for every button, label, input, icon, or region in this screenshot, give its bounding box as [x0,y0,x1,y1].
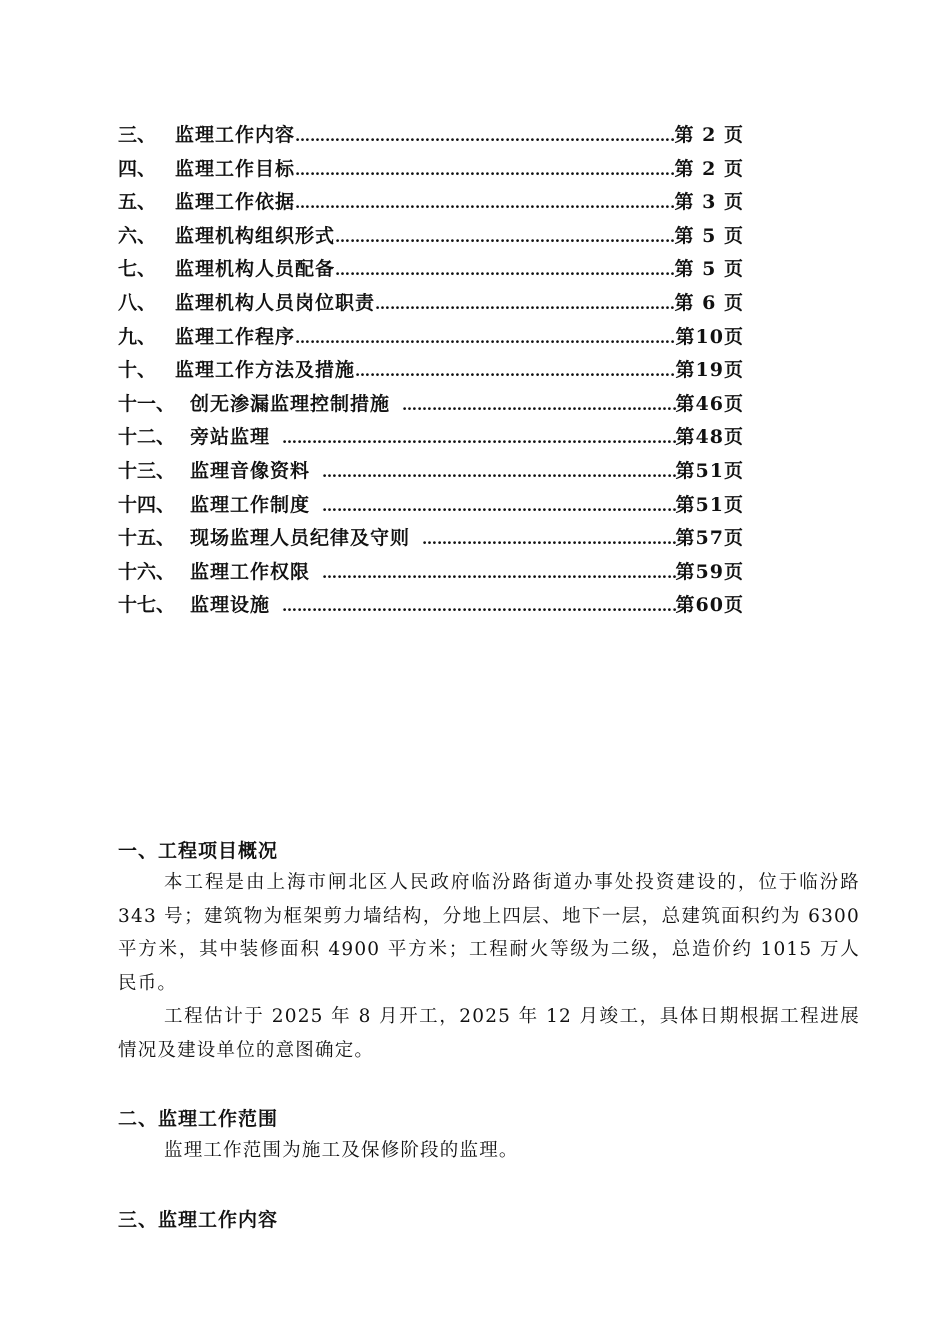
toc-row[interactable] [118,590,744,624]
toc-page-number: 第 5 页 [674,258,744,281]
toc-number: 三、 [118,124,157,146]
toc-row[interactable] [118,557,744,591]
toc-leader-dots [322,463,676,481]
section-heading-work-content: 三、监理工作内容 [118,1209,279,1231]
toc-title: 监理工作权限 [190,560,311,583]
toc-leader-dots [295,194,675,212]
toc-row[interactable] [118,322,744,356]
toc-leader-dots [295,161,675,179]
toc-number: 十七、 [118,594,176,617]
toc-title: 监理工作方法及措施 [175,359,356,382]
toc-leader-dots [402,396,676,414]
toc-page-number: 第19页 [675,359,744,382]
toc-title: 监理工作内容 [175,124,296,146]
toc-title: 监理工作依据 [175,191,296,214]
toc-page-number: 第60页 [675,594,744,617]
toc-page-number: 第57页 [675,527,744,550]
toc-number: 九、 [118,325,157,348]
toc-page-number: 第 2 页 [674,157,744,180]
toc-page-number: 第48页 [675,426,744,449]
toc-title: 监理设施 [190,594,271,617]
toc-leader-dots [355,362,676,380]
scope-paragraph: 监理工作范围为施工及保修阶段的监理。 [164,1140,519,1161]
toc-number: 十一、 [118,392,176,415]
project-overview-paragraph: 本工程是由上海市闸北区人民政府临汾路街道办事处投资建设的，位于临汾路 343 号；建筑物为框架剪力墙结构，分地上四层、地下一层，总建筑面积约为 6300 平方米，其中装修面积 4900 平方米；工程耐火等级为二级，总造价约 1015 万人民币。 [118,872,860,995]
toc-page-number: 第59页 [675,560,744,583]
toc-title: 监理音像资料 [190,459,311,482]
toc-number: 七、 [118,258,157,281]
toc-number: 十四、 [118,493,176,516]
toc-row[interactable] [118,254,744,288]
project-schedule-paragraph: 工程估计于 2025 年 8 月开工，2025 年 12 月竣工，具体日期根据工程进展情况及建设单位的意图确定。 [118,1006,860,1061]
toc-row[interactable] [118,187,744,221]
toc-leader-dots [295,329,676,347]
toc-number: 十三、 [118,459,176,482]
toc-leader-dots [295,127,675,145]
toc-row[interactable] [118,355,744,389]
toc-row[interactable] [118,288,744,322]
toc-row[interactable] [118,389,744,423]
toc-leader-dots [335,261,675,279]
toc-number: 十五、 [118,527,176,550]
toc-title: 旁站监理 [190,426,271,449]
toc-leader-dots [422,530,676,548]
toc-title: 现场监理人员纪律及守则 [190,527,411,550]
toc-number: 五、 [118,191,157,214]
toc-page-number: 第 3 页 [674,191,744,214]
toc-row[interactable] [118,490,744,524]
toc-title: 监理工作目标 [175,157,296,180]
toc-page-number: 第 5 页 [674,224,744,247]
toc-title: 监理机构组织形式 [175,224,336,247]
toc-number: 十六、 [118,560,176,583]
toc-page-number: 第51页 [675,493,744,516]
toc-page-number: 第 6 页 [674,291,744,314]
toc-page-number: 第 2 页 [674,124,744,146]
toc-page-number: 第10页 [675,325,744,348]
toc-title: 监理机构人员岗位职责 [175,291,376,314]
toc-leader-dots [375,295,675,313]
toc-number: 八、 [118,291,157,314]
toc-leader-dots [322,497,676,515]
toc-row[interactable] [118,154,744,188]
toc-number: 六、 [118,224,157,247]
toc-title: 监理机构人员配备 [175,258,336,281]
toc-page-number: 第51页 [675,459,744,482]
toc-leader-dots [282,429,676,447]
toc-row[interactable] [118,120,744,154]
toc-row[interactable] [118,422,744,456]
toc-row[interactable] [118,456,744,490]
toc-row[interactable] [118,221,744,255]
toc-number: 十二、 [118,426,176,449]
section-heading-scope: 二、监理工作范围 [118,1108,279,1130]
toc-leader-dots [335,228,675,246]
table-of-contents [118,120,744,624]
toc-page-number: 第46页 [675,392,744,415]
section-heading-project-overview: 一、工程项目概况 [118,840,279,862]
toc-leader-dots [282,597,676,615]
toc-row[interactable] [118,523,744,557]
toc-title: 创无渗漏监理控制措施 [190,392,391,415]
toc-number: 十、 [118,359,157,382]
toc-title: 监理工作程序 [175,325,296,348]
toc-title: 监理工作制度 [190,493,311,516]
toc-leader-dots [322,564,676,582]
toc-number: 四、 [118,157,157,180]
